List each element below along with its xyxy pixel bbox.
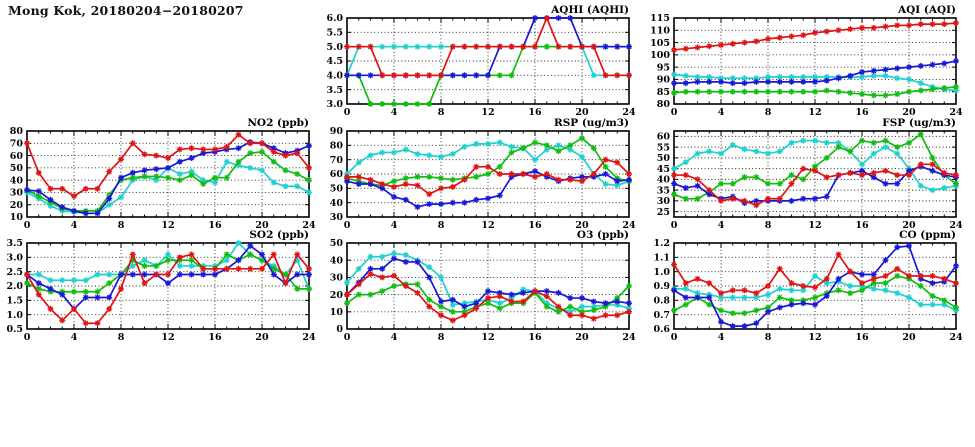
y-tick-label: 3.5	[326, 84, 343, 96]
plot-co	[647, 225, 975, 347]
y-tick-label: 40	[329, 255, 343, 267]
x-tick-label: 16	[855, 220, 869, 231]
y-tick-label: 3.0	[326, 99, 343, 111]
x-tick-label: 24	[622, 332, 636, 343]
x-tick-label: 20	[902, 107, 916, 118]
y-tick-label: 55	[656, 142, 670, 154]
x-tick-label: 16	[855, 332, 869, 343]
series-line-cyan	[347, 47, 629, 76]
y-tick-label: 85	[656, 86, 670, 98]
y-tick-label: 25	[656, 206, 670, 218]
x-tick-label: 0	[670, 220, 678, 231]
y-tick-label: 80	[9, 126, 23, 138]
x-tick-label: 12	[808, 220, 822, 231]
y-tick-label: 5.0	[326, 41, 343, 53]
x-tick-label: 4	[70, 332, 78, 343]
plot-so2	[0, 225, 332, 347]
y-tick-label: 115	[650, 13, 670, 25]
y-tick-label: 6.0	[326, 13, 343, 25]
x-tick-label: 4	[390, 107, 398, 118]
y-tick-label: 50	[9, 163, 23, 175]
x-tick-label: 16	[208, 332, 222, 343]
x-tick-label: 12	[481, 332, 495, 343]
y-tick-label: 20	[329, 289, 343, 301]
y-tick-label: 4.5	[326, 56, 343, 68]
y-tick-label: 3.0	[6, 252, 23, 264]
x-tick-label: 24	[622, 107, 636, 118]
series-markers-red	[344, 271, 632, 323]
chart-fsp	[647, 113, 975, 235]
x-tick-label: 4	[717, 107, 725, 118]
y-tick-label: 50	[329, 183, 343, 195]
y-tick-label: 100	[650, 50, 670, 62]
x-tick-label: 16	[528, 107, 542, 118]
x-tick-label: 16	[528, 332, 542, 343]
y-tick-label: 0.9	[653, 281, 670, 293]
x-tick-label: 4	[717, 332, 725, 343]
y-tick-label: 90	[656, 74, 670, 86]
x-tick-label: 0	[23, 220, 31, 231]
x-tick-label: 24	[949, 107, 963, 118]
chart-title: CO (ppm)	[899, 229, 956, 241]
x-tick-label: 8	[764, 220, 772, 231]
x-tick-label: 0	[343, 107, 351, 118]
x-tick-label: 24	[622, 220, 636, 231]
y-tick-label: 60	[9, 150, 23, 162]
y-tick-label: 0.8	[653, 295, 670, 307]
y-tick-label: 10	[329, 307, 343, 318]
chart-title: FSP (ug/m3)	[882, 117, 956, 129]
plot-rsp	[320, 113, 652, 235]
x-tick-label: 8	[764, 332, 772, 343]
chart-rsp	[320, 113, 652, 235]
x-tick-label: 20	[902, 332, 916, 343]
y-tick-label: 0	[336, 324, 343, 336]
y-tick-label: 1.0	[6, 309, 23, 321]
y-tick-label: 30	[656, 196, 670, 208]
chart-title: NO2 (ppb)	[247, 117, 309, 129]
x-tick-label: 24	[302, 332, 316, 343]
series-markers-green	[671, 273, 959, 316]
y-tick-label: 35	[656, 185, 670, 197]
plot-fsp	[647, 113, 975, 235]
x-tick-label: 12	[808, 332, 822, 343]
x-tick-label: 16	[208, 220, 222, 231]
y-tick-label: 80	[329, 140, 343, 152]
x-tick-label: 20	[255, 220, 269, 231]
y-tick-label: 30	[329, 272, 343, 284]
x-tick-label: 8	[764, 107, 772, 118]
plot-aqi	[647, 0, 975, 122]
y-tick-label: 1.2	[653, 238, 670, 250]
chart-title: SO2 (ppb)	[249, 229, 309, 241]
x-tick-label: 0	[343, 220, 351, 231]
y-tick-label: 50	[656, 153, 670, 165]
y-tick-label: 2.0	[6, 281, 23, 293]
x-tick-label: 8	[437, 220, 445, 231]
chart-no2	[0, 113, 332, 235]
y-tick-label: 4.0	[326, 70, 343, 82]
y-tick-label: 60	[656, 131, 670, 143]
x-tick-label: 24	[302, 220, 316, 231]
y-tick-label: 20	[9, 199, 23, 211]
y-tick-label: 70	[9, 138, 23, 150]
y-tick-label: 95	[656, 62, 670, 74]
y-tick-label: 40	[329, 197, 343, 209]
y-tick-label: 70	[329, 154, 343, 166]
x-tick-label: 4	[390, 332, 398, 343]
y-tick-label: 1.5	[6, 295, 23, 307]
chart-title: O3 (ppb)	[576, 229, 629, 241]
chart-co	[647, 225, 975, 347]
x-tick-label: 4	[390, 220, 398, 231]
x-tick-label: 16	[855, 107, 869, 118]
x-tick-label: 16	[528, 220, 542, 231]
x-tick-label: 0	[343, 332, 351, 343]
y-tick-label: 105	[650, 37, 670, 49]
x-tick-label: 24	[949, 332, 963, 343]
y-tick-label: 0.6	[653, 324, 670, 336]
x-tick-label: 8	[437, 107, 445, 118]
y-tick-label: 10	[9, 212, 23, 224]
x-tick-label: 0	[23, 332, 31, 343]
chart-so2	[0, 225, 332, 347]
x-tick-label: 4	[70, 220, 78, 231]
chart-title: RSP (ug/m3)	[553, 117, 629, 129]
x-tick-label: 12	[161, 220, 175, 231]
y-tick-label: 40	[656, 174, 670, 186]
x-tick-label: 24	[949, 220, 963, 231]
x-tick-label: 20	[575, 220, 589, 231]
plot-no2	[0, 113, 332, 235]
x-tick-label: 4	[717, 220, 725, 231]
y-tick-label: 90	[329, 126, 343, 138]
x-tick-label: 8	[117, 332, 125, 343]
x-tick-label: 0	[670, 107, 678, 118]
y-tick-label: 1.1	[653, 252, 670, 264]
y-tick-label: 3.5	[6, 238, 23, 250]
y-tick-label: 50	[329, 238, 343, 250]
x-tick-label: 8	[437, 332, 445, 343]
y-tick-label: 0.5	[6, 324, 23, 336]
x-tick-label: 20	[575, 332, 589, 343]
x-tick-label: 8	[117, 220, 125, 231]
y-tick-label: 110	[650, 25, 670, 37]
x-tick-label: 12	[481, 107, 495, 118]
page-title: Mong Kok, 20180204−20180207	[8, 3, 244, 18]
x-tick-label: 12	[808, 107, 822, 118]
x-tick-label: 20	[902, 220, 916, 231]
y-tick-label: 0.7	[653, 309, 670, 321]
plot-o3	[320, 225, 652, 347]
y-tick-label: 80	[656, 99, 670, 111]
x-tick-label: 20	[575, 107, 589, 118]
series-line-red	[27, 254, 309, 323]
x-tick-label: 20	[255, 332, 269, 343]
y-tick-label: 2.5	[6, 266, 23, 278]
y-tick-label: 60	[329, 169, 343, 181]
plot-aqhi	[320, 0, 652, 122]
chart-o3	[320, 225, 652, 347]
x-tick-label: 12	[481, 220, 495, 231]
y-tick-label: 30	[9, 187, 23, 199]
y-tick-label: 1.0	[653, 266, 670, 278]
chart-aqhi	[320, 0, 652, 122]
y-tick-label: 5.5	[326, 27, 343, 39]
chart-title: AQI (AQI)	[897, 4, 956, 16]
chart-title: AQHI (AQHI)	[551, 4, 629, 16]
x-tick-label: 12	[161, 332, 175, 343]
y-tick-label: 40	[9, 175, 23, 187]
y-tick-label: 30	[329, 212, 343, 224]
chart-aqi	[647, 0, 975, 122]
y-tick-label: 45	[656, 163, 670, 175]
x-tick-label: 0	[670, 332, 678, 343]
